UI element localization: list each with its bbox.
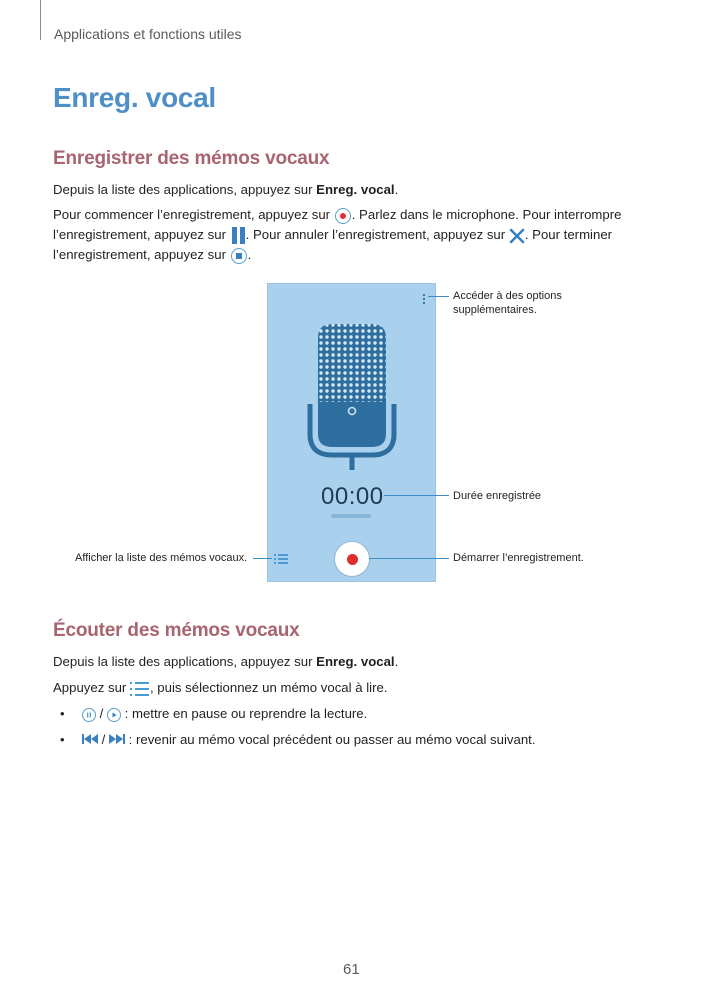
section-title-listen: Écouter des mémos vocaux	[53, 620, 300, 641]
pause-circle-icon	[82, 708, 96, 722]
callout-duration: Durée enregistrée	[453, 490, 542, 502]
more-options-icon[interactable]	[422, 292, 426, 304]
paragraph-open-app: Depuis la liste des applications, appuyez sur Enreg. vocal.	[53, 182, 399, 197]
callout-line-record	[369, 558, 449, 559]
callout-line-options	[428, 296, 449, 297]
stop-icon	[231, 248, 247, 264]
callout-record: Démarrer l’enregistrement.	[453, 552, 584, 564]
record-dot-icon	[347, 554, 358, 565]
bullet-pause-play: • / : mettre en pause ou reprendre la lecture.	[60, 706, 368, 721]
page-title: Enreg. vocal	[53, 82, 216, 113]
callout-list: Afficher la liste des mémos vocaux.	[75, 552, 248, 564]
record-button[interactable]	[334, 541, 370, 577]
app-name: Enreg. vocal	[316, 182, 395, 197]
recordings-list-icon[interactable]	[274, 553, 292, 569]
paragraph-record-instructions: Pour commencer l’enregistrement, appuyez sur . Parlez dans le microphone. Pour interrompre l’enregistrement, appuyez sur . Pour annuler l’enregistrement, appuyez sur . Pour terminer l’enregistrement, appuyez sur .	[53, 207, 622, 262]
cancel-x-icon	[509, 228, 525, 244]
chapter-header: Applications et fonctions utiles	[54, 26, 242, 42]
list-icon	[130, 681, 150, 697]
bullet-prev-next: • / : revenir au mémo vocal précédent ou passer au mémo vocal suivant.	[60, 730, 535, 751]
app-name-2: Enreg. vocal	[316, 654, 395, 669]
section-title-record: Enregistrer des mémos vocaux	[53, 148, 330, 169]
pause-icon	[231, 227, 245, 244]
callout-line-list	[253, 558, 272, 559]
callout-options: Accéder à des options supplémentaires.	[453, 290, 562, 316]
play-circle-icon	[107, 708, 121, 722]
header-rule	[40, 0, 41, 40]
paragraph-open-app-2: Depuis la liste des applications, appuyez sur Enreg. vocal.	[53, 654, 399, 669]
recording-timer: 00:00	[321, 483, 384, 510]
callout-line-duration	[384, 495, 449, 496]
recording-status-blur	[331, 514, 371, 518]
previous-icon	[82, 731, 98, 751]
page-number: 61	[343, 961, 360, 978]
microphone-icon	[306, 322, 398, 477]
paragraph-open-list: Appuyez sur , puis sélectionnez un mémo vocal à lire.	[53, 680, 388, 695]
record-icon	[335, 208, 351, 224]
next-icon	[109, 731, 125, 751]
voice-recorder-screenshot	[267, 283, 436, 582]
